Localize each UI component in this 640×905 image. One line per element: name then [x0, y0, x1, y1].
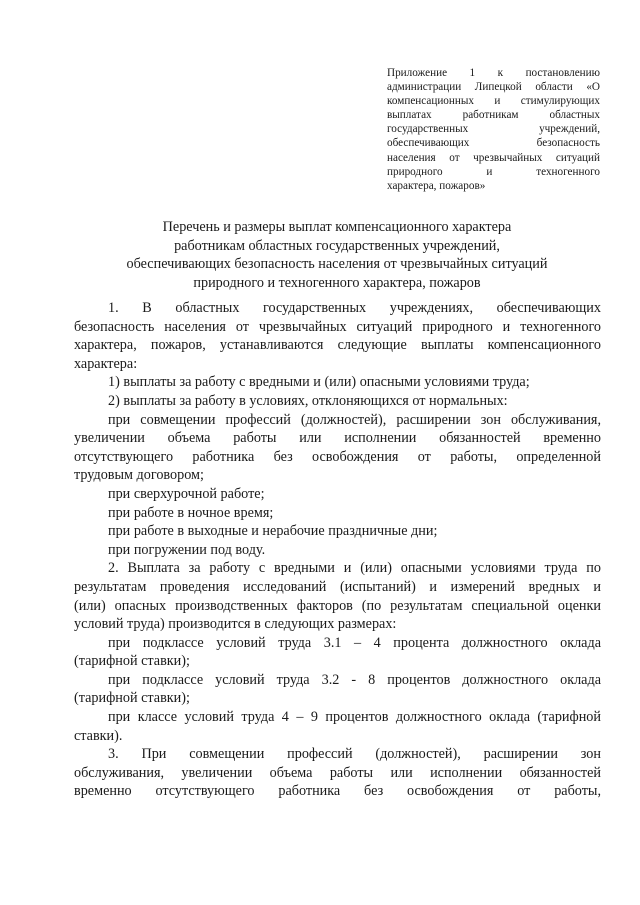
annex-line: администрации Липецкой области «О — [387, 81, 600, 94]
title-line: природного и техногенного характера, пожаров — [193, 274, 481, 291]
paragraph-line: 1. В областных государственных учреждениях, обеспечивающих — [108, 300, 601, 316]
paragraph-line: при подклассе условий труда 3.1 – 4 процента должностного оклада — [108, 634, 601, 651]
document-body — [74, 299, 601, 801]
paragraph-line: при работе в ночное время; — [108, 504, 274, 521]
paragraph-line: условий труда) производится в следующих размерах: — [74, 616, 397, 633]
document-title — [74, 218, 600, 292]
annex-line: Приложение 1 к постановлению — [387, 67, 600, 79]
paragraph-line: (или) опасных производственных факторов (по результатам специальной оценки — [74, 597, 601, 614]
paragraph-line: 3. При совмещении профессий (должностей), расширении зон — [108, 746, 601, 763]
paragraph-line: безопасность населения от чрезвычайных ситуаций природного и техногенного — [74, 318, 601, 335]
title-line: работникам областных государственных учреждений, — [174, 237, 500, 254]
paragraph-line: 2) выплаты за работу в условиях, отклоняющихся от нормальных: — [108, 392, 508, 409]
annex-line: выплатах работникам областных — [387, 109, 600, 122]
title-line: Перечень и размеры выплат компенсационного характера — [162, 219, 512, 235]
annex-line: населения от чрезвычайных ситуаций — [387, 151, 600, 164]
paragraph-line: трудовым договором; — [74, 467, 204, 484]
annex-line: характера, пожаров» — [387, 179, 486, 192]
paragraph-line: (тарифной ставки); — [74, 690, 190, 707]
annex-line: обеспечивающих безопасность — [387, 137, 600, 150]
title-line: обеспечивающих безопасность населения от чрезвычайных ситуаций — [126, 256, 548, 273]
paragraph-line: при подклассе условий труда 3.2 - 8 процентов должностного оклада — [108, 671, 601, 688]
paragraph-line: при работе в выходные и нерабочие праздничные дни; — [108, 523, 438, 540]
paragraph-line: характера: — [74, 355, 138, 372]
paragraph-line: при классе условий труда 4 – 9 процентов должностного оклада (тарифной — [108, 709, 601, 726]
annex-line: природного и техногенного — [387, 165, 600, 178]
paragraph-line: при сверхурочной работе; — [108, 485, 265, 502]
annex-line: государственных учреждений, — [387, 123, 600, 136]
paragraph-line: ставки). — [74, 727, 123, 744]
paragraph-line: увеличении объема работы или исполнении обязанностей временно — [74, 430, 601, 447]
paragraph-line: 1) выплаты за работу с вредными и (или) опасными условиями труда; — [108, 374, 530, 391]
paragraph-line: характера, пожаров, устанавливаются следующие выплаты компенсационного — [74, 337, 601, 354]
annex-line: компенсационных и стимулирующих — [387, 95, 600, 108]
paragraph-line: при совмещении профессий (должностей), расширении зон обслуживания, — [108, 411, 601, 428]
paragraph-line: результатам проведения исследований (испытаний) и измерений вредных и — [74, 578, 601, 595]
paragraph-line: (тарифной ставки); — [74, 653, 190, 670]
paragraph-line: временно отсутствующего работника без освобождения от работы, — [74, 783, 601, 800]
paragraph-line: обслуживания, увеличении объема работы или исполнении обязанностей — [74, 764, 601, 781]
paragraph-line: 2. Выплата за работу с вредными и (или) опасными условиями труда по — [108, 560, 601, 577]
paragraph-line: отсутствующего работника без освобождения от работы, определенной — [74, 448, 601, 465]
annex-header — [387, 66, 600, 193]
paragraph-line: при погружении под воду. — [108, 541, 266, 558]
